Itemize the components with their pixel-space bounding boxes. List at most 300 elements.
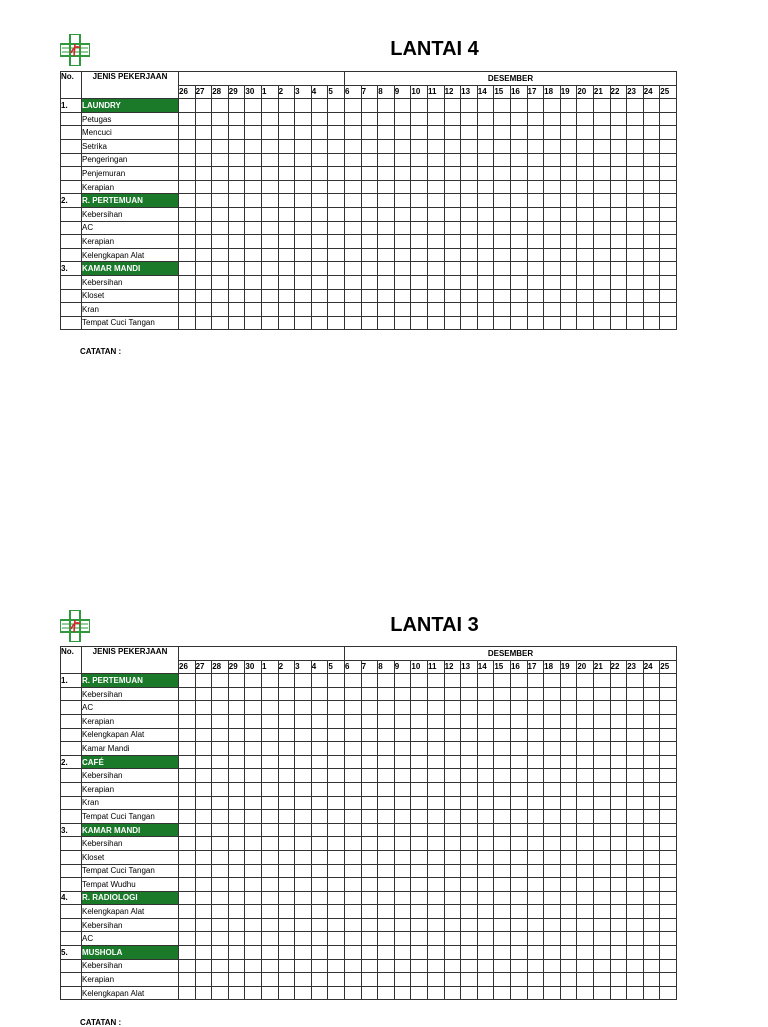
- check-cell[interactable]: [295, 112, 312, 126]
- check-cell[interactable]: [510, 769, 527, 783]
- check-cell[interactable]: [394, 810, 411, 824]
- check-cell[interactable]: [378, 932, 395, 946]
- check-cell[interactable]: [394, 714, 411, 728]
- check-cell[interactable]: [195, 687, 212, 701]
- check-cell[interactable]: [228, 864, 245, 878]
- check-cell[interactable]: [643, 837, 660, 851]
- check-cell[interactable]: [295, 99, 312, 113]
- check-cell[interactable]: [643, 714, 660, 728]
- check-cell[interactable]: [295, 837, 312, 851]
- check-cell[interactable]: [228, 946, 245, 960]
- check-cell[interactable]: [361, 289, 378, 303]
- check-cell[interactable]: [461, 303, 478, 317]
- check-cell[interactable]: [295, 823, 312, 837]
- check-cell[interactable]: [577, 823, 594, 837]
- check-cell[interactable]: [527, 864, 544, 878]
- check-cell[interactable]: [427, 918, 444, 932]
- check-cell[interactable]: [394, 99, 411, 113]
- check-cell[interactable]: [228, 918, 245, 932]
- check-cell[interactable]: [461, 674, 478, 688]
- check-cell[interactable]: [228, 316, 245, 330]
- check-cell[interactable]: [361, 207, 378, 221]
- check-cell[interactable]: [643, 973, 660, 987]
- check-cell[interactable]: [179, 973, 196, 987]
- check-cell[interactable]: [427, 289, 444, 303]
- check-cell[interactable]: [577, 810, 594, 824]
- check-cell[interactable]: [427, 687, 444, 701]
- check-cell[interactable]: [261, 99, 278, 113]
- check-cell[interactable]: [411, 687, 428, 701]
- check-cell[interactable]: [311, 687, 328, 701]
- check-cell[interactable]: [411, 986, 428, 1000]
- check-cell[interactable]: [278, 918, 295, 932]
- check-cell[interactable]: [494, 275, 511, 289]
- check-cell[interactable]: [411, 905, 428, 919]
- check-cell[interactable]: [444, 864, 461, 878]
- check-cell[interactable]: [311, 986, 328, 1000]
- check-cell[interactable]: [311, 316, 328, 330]
- check-cell[interactable]: [378, 674, 395, 688]
- check-cell[interactable]: [427, 728, 444, 742]
- check-cell[interactable]: [328, 796, 345, 810]
- check-cell[interactable]: [179, 126, 196, 140]
- check-cell[interactable]: [610, 126, 627, 140]
- check-cell[interactable]: [427, 112, 444, 126]
- check-cell[interactable]: [627, 850, 644, 864]
- check-cell[interactable]: [179, 139, 196, 153]
- check-cell[interactable]: [295, 139, 312, 153]
- check-cell[interactable]: [261, 153, 278, 167]
- check-cell[interactable]: [361, 701, 378, 715]
- check-cell[interactable]: [627, 289, 644, 303]
- check-cell[interactable]: [527, 687, 544, 701]
- check-cell[interactable]: [560, 316, 577, 330]
- check-cell[interactable]: [444, 959, 461, 973]
- check-cell[interactable]: [378, 878, 395, 892]
- check-cell[interactable]: [461, 769, 478, 783]
- check-cell[interactable]: [577, 139, 594, 153]
- check-cell[interactable]: [245, 918, 262, 932]
- check-cell[interactable]: [544, 221, 561, 235]
- check-cell[interactable]: [311, 878, 328, 892]
- check-cell[interactable]: [195, 275, 212, 289]
- check-cell[interactable]: [245, 850, 262, 864]
- check-cell[interactable]: [311, 918, 328, 932]
- check-cell[interactable]: [627, 153, 644, 167]
- check-cell[interactable]: [261, 316, 278, 330]
- check-cell[interactable]: [212, 850, 229, 864]
- check-cell[interactable]: [394, 303, 411, 317]
- check-cell[interactable]: [245, 316, 262, 330]
- check-cell[interactable]: [378, 714, 395, 728]
- check-cell[interactable]: [560, 850, 577, 864]
- check-cell[interactable]: [427, 316, 444, 330]
- check-cell[interactable]: [560, 932, 577, 946]
- check-cell[interactable]: [378, 207, 395, 221]
- check-cell[interactable]: [444, 769, 461, 783]
- check-cell[interactable]: [411, 932, 428, 946]
- check-cell[interactable]: [427, 796, 444, 810]
- check-cell[interactable]: [577, 701, 594, 715]
- check-cell[interactable]: [295, 986, 312, 1000]
- check-cell[interactable]: [195, 248, 212, 262]
- check-cell[interactable]: [461, 112, 478, 126]
- check-cell[interactable]: [394, 167, 411, 181]
- check-cell[interactable]: [461, 316, 478, 330]
- check-cell[interactable]: [627, 769, 644, 783]
- check-cell[interactable]: [228, 180, 245, 194]
- check-cell[interactable]: [278, 796, 295, 810]
- check-cell[interactable]: [660, 755, 677, 769]
- check-cell[interactable]: [627, 918, 644, 932]
- check-cell[interactable]: [577, 674, 594, 688]
- check-cell[interactable]: [345, 755, 362, 769]
- check-cell[interactable]: [610, 701, 627, 715]
- check-cell[interactable]: [328, 810, 345, 824]
- check-cell[interactable]: [593, 714, 610, 728]
- check-cell[interactable]: [477, 973, 494, 987]
- check-cell[interactable]: [295, 687, 312, 701]
- check-cell[interactable]: [527, 112, 544, 126]
- check-cell[interactable]: [261, 674, 278, 688]
- check-cell[interactable]: [278, 810, 295, 824]
- check-cell[interactable]: [295, 959, 312, 973]
- check-cell[interactable]: [261, 728, 278, 742]
- check-cell[interactable]: [195, 850, 212, 864]
- check-cell[interactable]: [477, 221, 494, 235]
- check-cell[interactable]: [195, 796, 212, 810]
- check-cell[interactable]: [179, 864, 196, 878]
- check-cell[interactable]: [627, 714, 644, 728]
- check-cell[interactable]: [179, 316, 196, 330]
- check-cell[interactable]: [328, 221, 345, 235]
- check-cell[interactable]: [345, 878, 362, 892]
- check-cell[interactable]: [345, 714, 362, 728]
- check-cell[interactable]: [494, 714, 511, 728]
- check-cell[interactable]: [261, 905, 278, 919]
- check-cell[interactable]: [328, 837, 345, 851]
- check-cell[interactable]: [660, 796, 677, 810]
- check-cell[interactable]: [527, 674, 544, 688]
- check-cell[interactable]: [411, 99, 428, 113]
- check-cell[interactable]: [228, 221, 245, 235]
- check-cell[interactable]: [245, 755, 262, 769]
- check-cell[interactable]: [179, 221, 196, 235]
- check-cell[interactable]: [427, 248, 444, 262]
- check-cell[interactable]: [328, 167, 345, 181]
- check-cell[interactable]: [544, 918, 561, 932]
- check-cell[interactable]: [345, 194, 362, 208]
- check-cell[interactable]: [627, 946, 644, 960]
- check-cell[interactable]: [228, 289, 245, 303]
- check-cell[interactable]: [278, 986, 295, 1000]
- check-cell[interactable]: [394, 687, 411, 701]
- check-cell[interactable]: [427, 275, 444, 289]
- check-cell[interactable]: [627, 782, 644, 796]
- check-cell[interactable]: [610, 959, 627, 973]
- check-cell[interactable]: [593, 303, 610, 317]
- check-cell[interactable]: [527, 918, 544, 932]
- check-cell[interactable]: [610, 810, 627, 824]
- check-cell[interactable]: [411, 728, 428, 742]
- check-cell[interactable]: [494, 946, 511, 960]
- check-cell[interactable]: [411, 126, 428, 140]
- check-cell[interactable]: [577, 742, 594, 756]
- check-cell[interactable]: [560, 687, 577, 701]
- check-cell[interactable]: [278, 864, 295, 878]
- check-cell[interactable]: [610, 303, 627, 317]
- check-cell[interactable]: [195, 207, 212, 221]
- check-cell[interactable]: [245, 905, 262, 919]
- check-cell[interactable]: [245, 701, 262, 715]
- check-cell[interactable]: [577, 180, 594, 194]
- check-cell[interactable]: [494, 316, 511, 330]
- check-cell[interactable]: [510, 289, 527, 303]
- check-cell[interactable]: [444, 701, 461, 715]
- check-cell[interactable]: [345, 728, 362, 742]
- check-cell[interactable]: [311, 180, 328, 194]
- check-cell[interactable]: [212, 918, 229, 932]
- check-cell[interactable]: [179, 180, 196, 194]
- check-cell[interactable]: [577, 316, 594, 330]
- check-cell[interactable]: [610, 714, 627, 728]
- check-cell[interactable]: [444, 932, 461, 946]
- check-cell[interactable]: [510, 167, 527, 181]
- check-cell[interactable]: [278, 275, 295, 289]
- check-cell[interactable]: [295, 932, 312, 946]
- check-cell[interactable]: [278, 728, 295, 742]
- check-cell[interactable]: [328, 946, 345, 960]
- check-cell[interactable]: [477, 946, 494, 960]
- check-cell[interactable]: [295, 864, 312, 878]
- check-cell[interactable]: [560, 810, 577, 824]
- check-cell[interactable]: [544, 986, 561, 1000]
- check-cell[interactable]: [411, 194, 428, 208]
- check-cell[interactable]: [660, 262, 677, 276]
- check-cell[interactable]: [378, 918, 395, 932]
- check-cell[interactable]: [228, 112, 245, 126]
- check-cell[interactable]: [494, 207, 511, 221]
- check-cell[interactable]: [295, 796, 312, 810]
- check-cell[interactable]: [295, 303, 312, 317]
- check-cell[interactable]: [643, 112, 660, 126]
- check-cell[interactable]: [228, 905, 245, 919]
- check-cell[interactable]: [660, 932, 677, 946]
- check-cell[interactable]: [278, 905, 295, 919]
- check-cell[interactable]: [361, 303, 378, 317]
- check-cell[interactable]: [643, 262, 660, 276]
- check-cell[interactable]: [627, 864, 644, 878]
- check-cell[interactable]: [461, 891, 478, 905]
- check-cell[interactable]: [179, 262, 196, 276]
- check-cell[interactable]: [593, 864, 610, 878]
- check-cell[interactable]: [544, 139, 561, 153]
- check-cell[interactable]: [444, 194, 461, 208]
- check-cell[interactable]: [212, 742, 229, 756]
- check-cell[interactable]: [261, 180, 278, 194]
- check-cell[interactable]: [261, 864, 278, 878]
- check-cell[interactable]: [527, 207, 544, 221]
- check-cell[interactable]: [345, 959, 362, 973]
- check-cell[interactable]: [560, 289, 577, 303]
- check-cell[interactable]: [195, 153, 212, 167]
- check-cell[interactable]: [643, 905, 660, 919]
- check-cell[interactable]: [179, 167, 196, 181]
- check-cell[interactable]: [461, 275, 478, 289]
- check-cell[interactable]: [643, 959, 660, 973]
- check-cell[interactable]: [179, 687, 196, 701]
- check-cell[interactable]: [627, 126, 644, 140]
- check-cell[interactable]: [527, 262, 544, 276]
- check-cell[interactable]: [560, 946, 577, 960]
- check-cell[interactable]: [544, 194, 561, 208]
- check-cell[interactable]: [494, 194, 511, 208]
- check-cell[interactable]: [510, 262, 527, 276]
- check-cell[interactable]: [643, 946, 660, 960]
- check-cell[interactable]: [560, 262, 577, 276]
- check-cell[interactable]: [394, 973, 411, 987]
- check-cell[interactable]: [394, 275, 411, 289]
- check-cell[interactable]: [394, 905, 411, 919]
- check-cell[interactable]: [627, 959, 644, 973]
- check-cell[interactable]: [627, 316, 644, 330]
- check-cell[interactable]: [195, 674, 212, 688]
- check-cell[interactable]: [494, 139, 511, 153]
- check-cell[interactable]: [560, 99, 577, 113]
- check-cell[interactable]: [361, 946, 378, 960]
- check-cell[interactable]: [627, 728, 644, 742]
- check-cell[interactable]: [510, 878, 527, 892]
- check-cell[interactable]: [195, 755, 212, 769]
- check-cell[interactable]: [461, 905, 478, 919]
- check-cell[interactable]: [510, 755, 527, 769]
- check-cell[interactable]: [660, 207, 677, 221]
- check-cell[interactable]: [345, 275, 362, 289]
- check-cell[interactable]: [527, 810, 544, 824]
- check-cell[interactable]: [245, 823, 262, 837]
- check-cell[interactable]: [577, 796, 594, 810]
- check-cell[interactable]: [610, 275, 627, 289]
- check-cell[interactable]: [179, 782, 196, 796]
- check-cell[interactable]: [510, 742, 527, 756]
- check-cell[interactable]: [179, 235, 196, 249]
- check-cell[interactable]: [577, 99, 594, 113]
- check-cell[interactable]: [411, 755, 428, 769]
- check-cell[interactable]: [278, 316, 295, 330]
- check-cell[interactable]: [295, 918, 312, 932]
- check-cell[interactable]: [311, 891, 328, 905]
- check-cell[interactable]: [527, 769, 544, 783]
- check-cell[interactable]: [245, 99, 262, 113]
- check-cell[interactable]: [228, 796, 245, 810]
- check-cell[interactable]: [461, 248, 478, 262]
- check-cell[interactable]: [361, 973, 378, 987]
- check-cell[interactable]: [179, 918, 196, 932]
- check-cell[interactable]: [328, 126, 345, 140]
- check-cell[interactable]: [593, 837, 610, 851]
- check-cell[interactable]: [494, 221, 511, 235]
- check-cell[interactable]: [427, 742, 444, 756]
- check-cell[interactable]: [278, 235, 295, 249]
- check-cell[interactable]: [461, 837, 478, 851]
- check-cell[interactable]: [461, 755, 478, 769]
- check-cell[interactable]: [610, 742, 627, 756]
- check-cell[interactable]: [278, 973, 295, 987]
- check-cell[interactable]: [361, 837, 378, 851]
- check-cell[interactable]: [378, 701, 395, 715]
- check-cell[interactable]: [544, 207, 561, 221]
- check-cell[interactable]: [477, 112, 494, 126]
- check-cell[interactable]: [643, 850, 660, 864]
- check-cell[interactable]: [593, 755, 610, 769]
- check-cell[interactable]: [394, 782, 411, 796]
- check-cell[interactable]: [345, 905, 362, 919]
- check-cell[interactable]: [179, 99, 196, 113]
- check-cell[interactable]: [212, 878, 229, 892]
- check-cell[interactable]: [361, 275, 378, 289]
- check-cell[interactable]: [510, 823, 527, 837]
- check-cell[interactable]: [179, 946, 196, 960]
- check-cell[interactable]: [278, 180, 295, 194]
- check-cell[interactable]: [261, 810, 278, 824]
- check-cell[interactable]: [311, 248, 328, 262]
- check-cell[interactable]: [212, 782, 229, 796]
- check-cell[interactable]: [660, 728, 677, 742]
- check-cell[interactable]: [427, 850, 444, 864]
- check-cell[interactable]: [577, 850, 594, 864]
- check-cell[interactable]: [278, 262, 295, 276]
- check-cell[interactable]: [477, 687, 494, 701]
- check-cell[interactable]: [195, 810, 212, 824]
- check-cell[interactable]: [261, 167, 278, 181]
- check-cell[interactable]: [593, 153, 610, 167]
- check-cell[interactable]: [643, 194, 660, 208]
- check-cell[interactable]: [660, 837, 677, 851]
- check-cell[interactable]: [477, 878, 494, 892]
- check-cell[interactable]: [593, 180, 610, 194]
- check-cell[interactable]: [378, 687, 395, 701]
- check-cell[interactable]: [311, 714, 328, 728]
- check-cell[interactable]: [378, 986, 395, 1000]
- check-cell[interactable]: [394, 728, 411, 742]
- check-cell[interactable]: [378, 905, 395, 919]
- check-cell[interactable]: [295, 316, 312, 330]
- check-cell[interactable]: [560, 207, 577, 221]
- check-cell[interactable]: [527, 235, 544, 249]
- check-cell[interactable]: [228, 687, 245, 701]
- check-cell[interactable]: [228, 850, 245, 864]
- check-cell[interactable]: [361, 905, 378, 919]
- check-cell[interactable]: [527, 905, 544, 919]
- check-cell[interactable]: [261, 823, 278, 837]
- check-cell[interactable]: [394, 674, 411, 688]
- check-cell[interactable]: [345, 235, 362, 249]
- check-cell[interactable]: [610, 973, 627, 987]
- check-cell[interactable]: [627, 167, 644, 181]
- check-cell[interactable]: [228, 810, 245, 824]
- check-cell[interactable]: [261, 221, 278, 235]
- check-cell[interactable]: [261, 796, 278, 810]
- check-cell[interactable]: [245, 728, 262, 742]
- check-cell[interactable]: [643, 742, 660, 756]
- check-cell[interactable]: [295, 674, 312, 688]
- check-cell[interactable]: [245, 221, 262, 235]
- check-cell[interactable]: [361, 959, 378, 973]
- check-cell[interactable]: [261, 742, 278, 756]
- check-cell[interactable]: [378, 112, 395, 126]
- check-cell[interactable]: [328, 153, 345, 167]
- check-cell[interactable]: [643, 823, 660, 837]
